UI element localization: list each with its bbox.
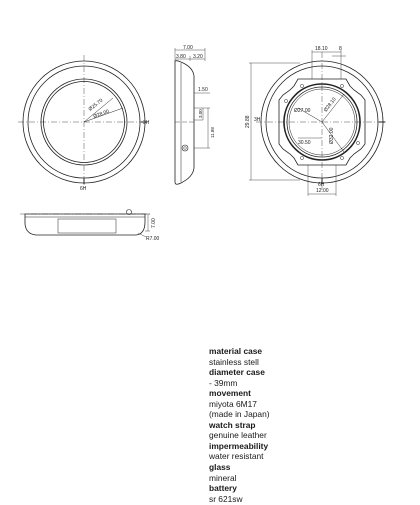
spec-impermeability-value: water resistant bbox=[209, 451, 264, 462]
back-d-small: 30.50 bbox=[298, 140, 311, 146]
side-d3: 11.88 bbox=[210, 127, 215, 138]
front-view bbox=[18, 55, 150, 188]
back-bottom-w: 12.00 bbox=[316, 188, 329, 194]
spec-list bbox=[209, 346, 409, 504]
front-dia-outer: Ø28.00 bbox=[92, 108, 111, 120]
side-d2: 3.00 bbox=[198, 109, 203, 118]
side-w-b: 3.20 bbox=[193, 54, 203, 60]
back-top-small: 8 bbox=[339, 46, 342, 52]
bottom-view bbox=[20, 210, 150, 238]
bottom-h: 7.00 bbox=[151, 218, 157, 228]
back-dia-c: Ø32.00 bbox=[329, 127, 335, 144]
side-w-a: 3.80 bbox=[176, 54, 186, 60]
spec-movement-label: movement bbox=[209, 388, 251, 399]
back-mark-6h: 6H bbox=[318, 182, 325, 188]
spec-glass-label: glass bbox=[209, 462, 231, 473]
spec-diameter-label: diameter case bbox=[209, 367, 265, 378]
back-dia-b: Ø27.00 bbox=[294, 108, 311, 114]
bottom-r: R7.00 bbox=[146, 236, 160, 242]
back-top-w: 18.10 bbox=[315, 46, 328, 52]
spec-battery-label: battery bbox=[209, 483, 237, 494]
spec-strap-label: watch strap bbox=[209, 419, 256, 430]
back-dia-a: Ø28.10 bbox=[322, 96, 338, 114]
spec-glass-value: mineral bbox=[209, 472, 237, 483]
back-view bbox=[249, 50, 388, 196]
spec-diameter-value: - 39mm bbox=[209, 377, 238, 388]
back-mark-3h: 3H bbox=[254, 117, 261, 123]
front-mark-6h: 6H bbox=[80, 186, 87, 192]
spec-battery-value: sr 621sw bbox=[209, 493, 243, 504]
spec-movement-value-1: miyota 6M17 bbox=[209, 398, 257, 409]
spec-impermeability-label: impermeability bbox=[209, 440, 269, 451]
back-left-h: 29.88 bbox=[245, 115, 251, 128]
front-dia-inner: Ø25.70 bbox=[87, 97, 105, 113]
side-view bbox=[175, 48, 210, 184]
spec-material-label: material case bbox=[209, 346, 263, 356]
front-mark-3h: 3H bbox=[143, 120, 150, 126]
spec-movement-value-2: (made in Japan) bbox=[209, 409, 270, 420]
side-d1: 1.50 bbox=[198, 87, 208, 93]
side-w-total: 7.00 bbox=[183, 45, 193, 51]
spec-strap-value: genuine leather bbox=[209, 430, 267, 441]
spec-material-value: stainless stell bbox=[209, 356, 259, 367]
